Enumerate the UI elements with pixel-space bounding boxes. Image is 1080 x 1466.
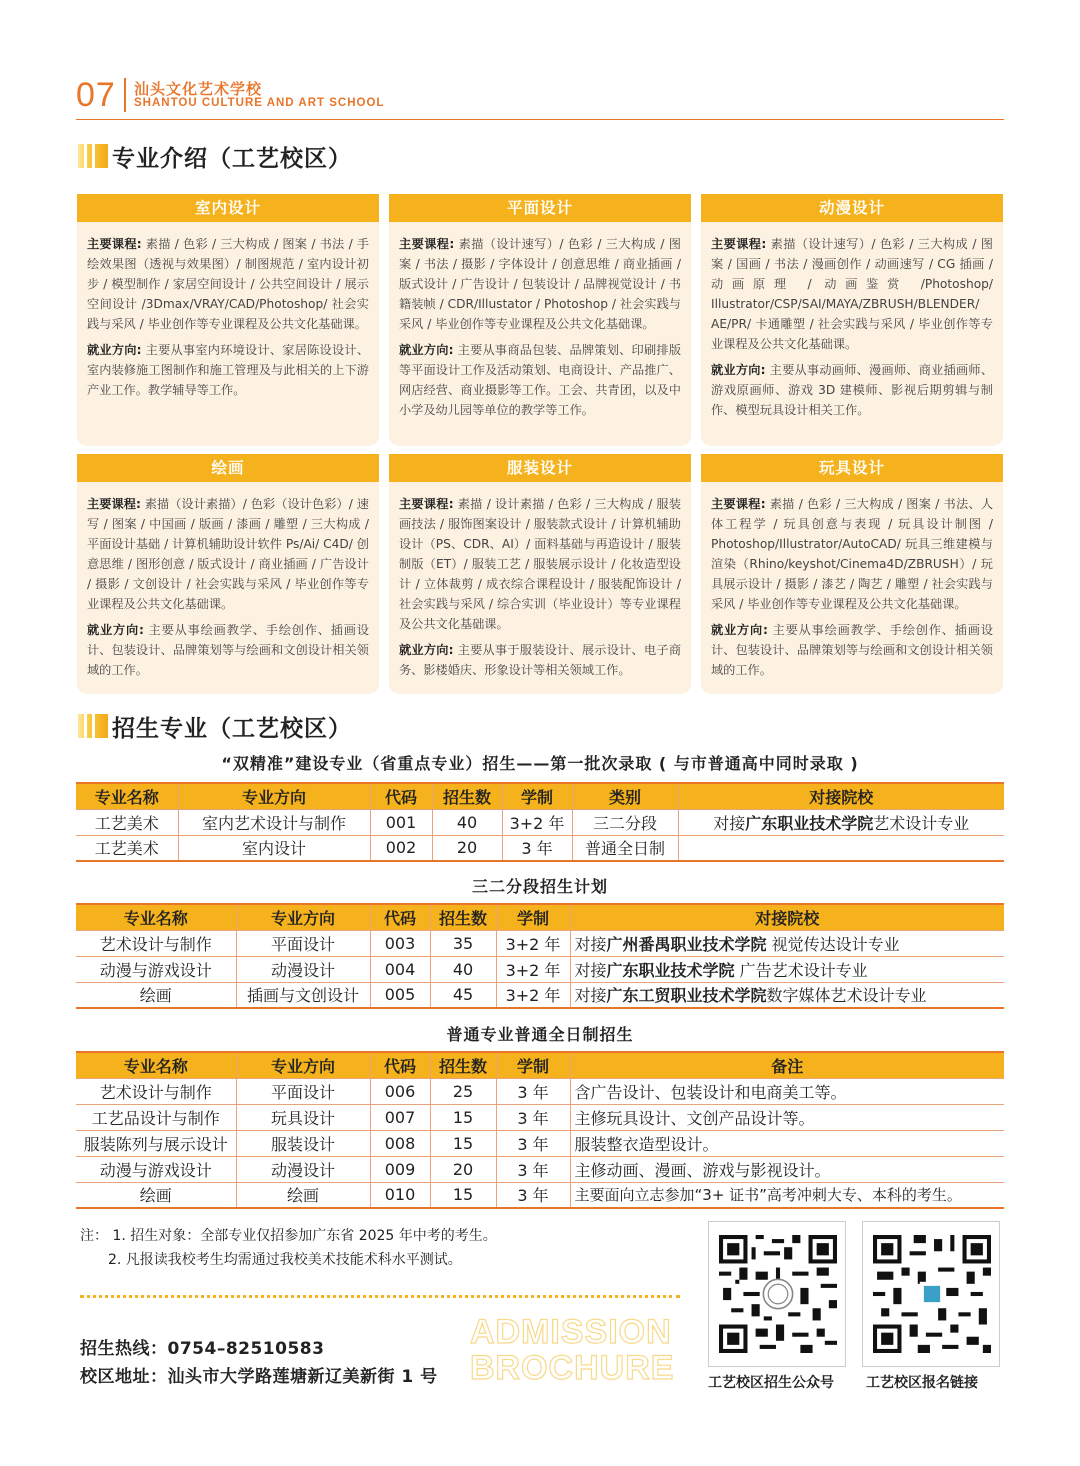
cell: 45	[430, 982, 496, 1008]
course-label: 主要课程:	[399, 497, 454, 511]
career-text: 主要从事动画师、漫画师、商业插画师、游戏原画师、游戏 3D 建模师、影视后期剪辑与制作、模型玩具设计相关工作。	[711, 363, 994, 417]
table2-caption: 三二分段招生计划	[471, 877, 608, 896]
qr-caption-official-account: 工艺校区招生公众号	[708, 1375, 834, 1391]
col-header: 对接院校	[678, 783, 1004, 809]
career-text: 主要从事绘画教学、手绘创作、插画设计、包装设计、品牌策划等与绘画和文创设计相关领域的工作。	[711, 623, 994, 677]
partner-major: 广告艺术设计专业	[734, 960, 868, 980]
cell: 工艺美术	[76, 835, 178, 861]
partner-major: 数字媒体艺术设计专业	[766, 986, 927, 1006]
col-header: 专业名称	[76, 904, 236, 930]
course-text: 素描（设计速写）/ 色彩 / 三大构成 / 图案 / 书法 / 摄影 / 字体设计 / 创意思维 / 商业插画 / 版式设计 / 广告设计 / 包装设计 / 品牌视觉设计 / 书籍装帧 / CDR/Illustator / Photoshop / 社会实践与采风 / 毕业创作等专业课程及公共文化基础课。	[399, 237, 681, 331]
course-text: 素描 / 设计素描 / 色彩 / 三大构成 / 服装画技法 / 服饰图案设计 / 服装款式设计 / 计算机辅助设计（PS、CDR、AI）/ 面料基础与再造设计 / 服装制版（ET）/ 服装工艺 / 服装展示设计 / 化妆造型设计 / 立体裁剪 / 成衣综合课程设计 / 服装配饰设计 / 社会实践与采风 / 综合实训（毕业设计）等专业课程及公共文化基础课。	[399, 497, 682, 631]
cell: 008	[370, 1130, 430, 1156]
cell: 010	[370, 1182, 430, 1208]
cell-partner-school	[678, 835, 1004, 861]
cell-partner-school	[570, 982, 1004, 1008]
cell: 绘画	[76, 982, 236, 1008]
cell-remark: 服装整衣造型设计。	[570, 1130, 1004, 1156]
career-text: 主要从事室内环境设计、家居陈设设计、室内装修施工图制作和施工管理及与此相关的上下游产业工作。教学辅导等工作。	[87, 343, 370, 397]
cell: 室内艺术设计与制作	[178, 809, 370, 835]
cell: 20	[432, 835, 502, 861]
section-marker-icon	[78, 144, 108, 168]
watermark-admission: ADMISSION	[470, 1313, 672, 1351]
major-card-animation	[701, 194, 1003, 446]
table-row	[76, 809, 1004, 835]
cell-partner-school	[570, 956, 1004, 982]
cell: 工艺品设计与制作	[76, 1104, 236, 1130]
career-label: 就业方向:	[711, 363, 766, 377]
cell: 3 年	[496, 1156, 570, 1182]
card-title: 室内设计	[77, 194, 379, 222]
career-text: 主要从事于服装设计、展示设计、电子商务、影楼婚庆、形象设计等相关领域工作。	[399, 643, 682, 677]
cell: 25	[430, 1078, 496, 1104]
cell: 3 年	[496, 1130, 570, 1156]
cell-remark: 主修玩具设计、文创产品设计等。	[570, 1104, 1004, 1130]
cell: 平面设计	[236, 1078, 370, 1104]
card-title: 绘画	[77, 454, 379, 482]
col-header: 专业名称	[76, 1052, 236, 1078]
cell: 艺术设计与制作	[76, 930, 236, 956]
course-text: 素描（设计速写）/ 色彩 / 三大构成 / 图案 / 国画 / 书法 / 漫画创作 / 动画速写 / CG 插画 / 动画原理 / 动画鉴赏 /Photoshop/ Illustrator/CSP/SAI/MAYA/ZBRUSH/BLENDER/ AE/PR/ 卡通雕塑 / 社会实践与采风 / 毕业创作等专业课程及公共文化基础课。	[711, 237, 993, 351]
col-header: 学制	[502, 783, 572, 809]
col-header: 专业名称	[76, 783, 178, 809]
cell: 绘画	[76, 1182, 236, 1208]
school-name-cn: 汕头文化艺术学校	[134, 80, 263, 98]
career-label: 就业方向:	[399, 343, 454, 357]
cell: 001	[370, 809, 432, 835]
table1	[76, 782, 1004, 862]
col-header: 代码	[370, 904, 430, 930]
table-row	[76, 1182, 1004, 1208]
cell: 007	[370, 1104, 430, 1130]
cell: 动漫设计	[236, 1156, 370, 1182]
career-label: 就业方向:	[711, 623, 768, 637]
course-text: 素描（设计素描）/ 色彩（设计色彩）/ 速写 / 图案 / 中国画 / 版画 / 漆画 / 雕塑 / 三大构成 / 平面设计基础 / 计算机辅助设计软件 Ps/Ai/ C4D/ 创意思维 / 图形创意 / 版式设计 / 商业插画 / 广告设计 / 摄影 / 文创设计 / 社会实践与采风 / 毕业创作等专业课程及公共文化基础课。	[87, 497, 369, 611]
course-text: 素描 / 色彩 / 三大构成 / 图案 / 书法、人体工程学 / 玩具创意与表现 / 玩具设计制图 / Photoshop/Illustrator/AutoCAD/ 玩具三维建模与渲染（Rhino/keyshot/Cinema4D/ZBRUSH）/ 玩具展示设计 / 摄影 / 漆艺 / 陶艺 / 雕塑 / 社会实践与采风 / 毕业创作等专业课程及公共文化基础课。	[711, 497, 994, 611]
qr-code-registration-link[interactable]	[862, 1221, 1000, 1367]
partner-school: 广东职业技术学院	[745, 813, 874, 833]
major-card-graphic	[389, 194, 691, 446]
cell: 009	[370, 1156, 430, 1182]
cell: 3 年	[502, 835, 572, 861]
cell-remark: 主要面向立志参加“3+ 证书”高考冲刺大专、本科的考生。	[570, 1182, 1004, 1208]
col-header: 代码	[370, 783, 432, 809]
cell: 006	[370, 1078, 430, 1104]
table-header-row	[76, 1052, 1004, 1078]
cell: 服装陈列与展示设计	[76, 1130, 236, 1156]
watermark-brochure: BROCHURE	[470, 1349, 675, 1387]
table-row	[76, 1104, 1004, 1130]
partner-prefix: 对接	[574, 960, 607, 980]
career-text: 主要从事绘画教学、手绘创作、插画设计、包装设计、品牌策划等与绘画和文创设计相关领域的工作。	[87, 623, 370, 677]
course-label: 主要课程:	[87, 237, 142, 251]
table-row	[76, 982, 1004, 1008]
table3	[76, 1051, 1004, 1209]
col-header: 类别	[572, 783, 678, 809]
cell: 3+2 年	[496, 956, 570, 982]
col-header: 招生数	[430, 1052, 496, 1078]
qr-pattern-icon	[719, 1234, 837, 1354]
card-title: 动漫设计	[701, 194, 1003, 222]
course-label: 主要课程:	[711, 237, 767, 251]
cell: 动漫与游戏设计	[76, 1156, 236, 1182]
cell: 动漫与游戏设计	[76, 956, 236, 982]
cell: 动漫设计	[236, 956, 370, 982]
notes	[80, 1224, 497, 1272]
cell: 004	[370, 956, 430, 982]
cell: 艺术设计与制作	[76, 1078, 236, 1104]
cell: 3 年	[496, 1182, 570, 1208]
cell: 室内设计	[178, 835, 370, 861]
page-number: 07	[76, 76, 116, 114]
note-line-2: 2. 凡报读我校考生均需通过我校美术技能术科水平测试。	[108, 1252, 462, 1268]
section-title-text: 招生专业（工艺校区）	[112, 716, 352, 742]
partner-major: 艺术设计专业	[873, 813, 970, 833]
table-row	[76, 956, 1004, 982]
qr-code-official-account[interactable]	[708, 1221, 846, 1367]
col-header: 专业方向	[236, 904, 370, 930]
partner-prefix: 对接	[713, 813, 746, 833]
major-card-fashion	[389, 454, 691, 694]
cell: 3+2 年	[502, 809, 572, 835]
table2	[76, 903, 1004, 1009]
partner-school: 广东职业技术学院	[606, 960, 735, 980]
cell: 005	[370, 982, 430, 1008]
section-marker-icon	[78, 714, 108, 738]
card-title: 玩具设计	[701, 454, 1003, 482]
table1-caption: “双精准”建设专业（省重点专业）招生——第一批次录取 ( 与市普通高中同时录取 )	[221, 754, 859, 773]
partner-school: 广东工贸职业技术学院	[606, 986, 767, 1006]
major-card-interior	[77, 194, 379, 446]
cell-remark: 含广告设计、包装设计和电商美工等。	[570, 1078, 1004, 1104]
course-text: 素描 / 色彩 / 三大构成 / 图案 / 书法 / 手绘效果图（透视与效果图）/ 制图规范 / 室内设计初步 / 模型制作 / 家居空间设计 / 公共空间设计 / 展示空间设计 /3Dmax/VRAY/CAD/Photoshop/ 社会实践与采风 / 毕业创作等专业课程及公共文化基础课。	[87, 237, 370, 331]
cell: 玩具设计	[236, 1104, 370, 1130]
career-label: 就业方向:	[399, 643, 454, 657]
cell: 15	[430, 1130, 496, 1156]
school-name-en: SHANTOU CULTURE AND ART SCHOOL	[134, 97, 385, 109]
cell: 平面设计	[236, 930, 370, 956]
table-header-row	[76, 904, 1004, 930]
card-title: 平面设计	[389, 194, 691, 222]
dotted-divider	[80, 1295, 680, 1298]
col-header: 专业方向	[178, 783, 370, 809]
col-header: 学制	[496, 1052, 570, 1078]
cell: 15	[430, 1182, 496, 1208]
cell: 3 年	[496, 1078, 570, 1104]
cell: 35	[430, 930, 496, 956]
cell: 服装设计	[236, 1130, 370, 1156]
col-header: 招生数	[430, 904, 496, 930]
cell-partner-school	[678, 809, 1004, 835]
cell: 绘画	[236, 1182, 370, 1208]
table-row	[76, 1156, 1004, 1182]
table-row	[76, 930, 1004, 956]
career-label: 就业方向:	[87, 343, 142, 357]
course-label: 主要课程:	[399, 237, 455, 251]
cell: 002	[370, 835, 432, 861]
table3-caption: 普通专业普通全日制招生	[446, 1025, 634, 1044]
partner-major: 视觉传达设计专业	[766, 934, 900, 954]
cell-remark: 主修动画、漫画、游戏与影视设计。	[570, 1156, 1004, 1182]
cell-partner-school	[570, 930, 1004, 956]
major-card-painting	[77, 454, 379, 694]
partner-prefix: 对接	[574, 986, 607, 1006]
cell: 3+2 年	[496, 982, 570, 1008]
course-label: 主要课程:	[711, 497, 766, 511]
col-header: 备注	[570, 1052, 1004, 1078]
table-header-row	[76, 783, 1004, 809]
cell: 20	[430, 1156, 496, 1182]
col-header: 代码	[370, 1052, 430, 1078]
qr-pattern-icon	[873, 1234, 991, 1354]
header-divider	[124, 78, 126, 112]
cell: 普通全日制	[572, 835, 678, 861]
table-row	[76, 1078, 1004, 1104]
card-title: 服装设计	[389, 454, 691, 482]
note-line-1: 注： 1. 招生对象：全部专业仅招参加广东省 2025 年中考的考生。	[80, 1228, 497, 1244]
cell: 3+2 年	[496, 930, 570, 956]
page-header	[76, 72, 1004, 120]
cell: 工艺美术	[76, 809, 178, 835]
major-card-toy	[701, 454, 1003, 694]
cell: 15	[430, 1104, 496, 1130]
hotline: 招生热线：0754–82510583	[80, 1339, 325, 1359]
cell: 3 年	[496, 1104, 570, 1130]
cell: 40	[432, 809, 502, 835]
col-header: 学制	[496, 904, 570, 930]
section-title-text: 专业介绍（工艺校区）	[112, 146, 352, 172]
col-header: 对接院校	[570, 904, 1004, 930]
career-label: 就业方向:	[87, 623, 144, 637]
cell: 003	[370, 930, 430, 956]
cell: 三二分段	[572, 809, 678, 835]
cell: 插画与文创设计	[236, 982, 370, 1008]
col-header: 招生数	[432, 783, 502, 809]
course-label: 主要课程:	[87, 497, 141, 511]
table-row	[76, 835, 1004, 861]
partner-school: 广州番禺职业技术学院	[606, 934, 767, 954]
col-header: 专业方向	[236, 1052, 370, 1078]
qr-caption-registration-link: 工艺校区报名链接	[866, 1375, 978, 1391]
cell: 40	[430, 956, 496, 982]
career-text: 主要从事商品包装、品牌策划、印刷排版等平面设计工作及活动策划、电商设计、产品推广、网店经营、商业摄影等工作。工会、共青团，以及中小学及幼儿园等单位的教学等工作。	[399, 343, 682, 417]
address: 校区地址：汕头市大学路莲塘新辽美新街 1 号	[80, 1367, 438, 1387]
partner-prefix: 对接	[574, 934, 607, 954]
table-row	[76, 1130, 1004, 1156]
